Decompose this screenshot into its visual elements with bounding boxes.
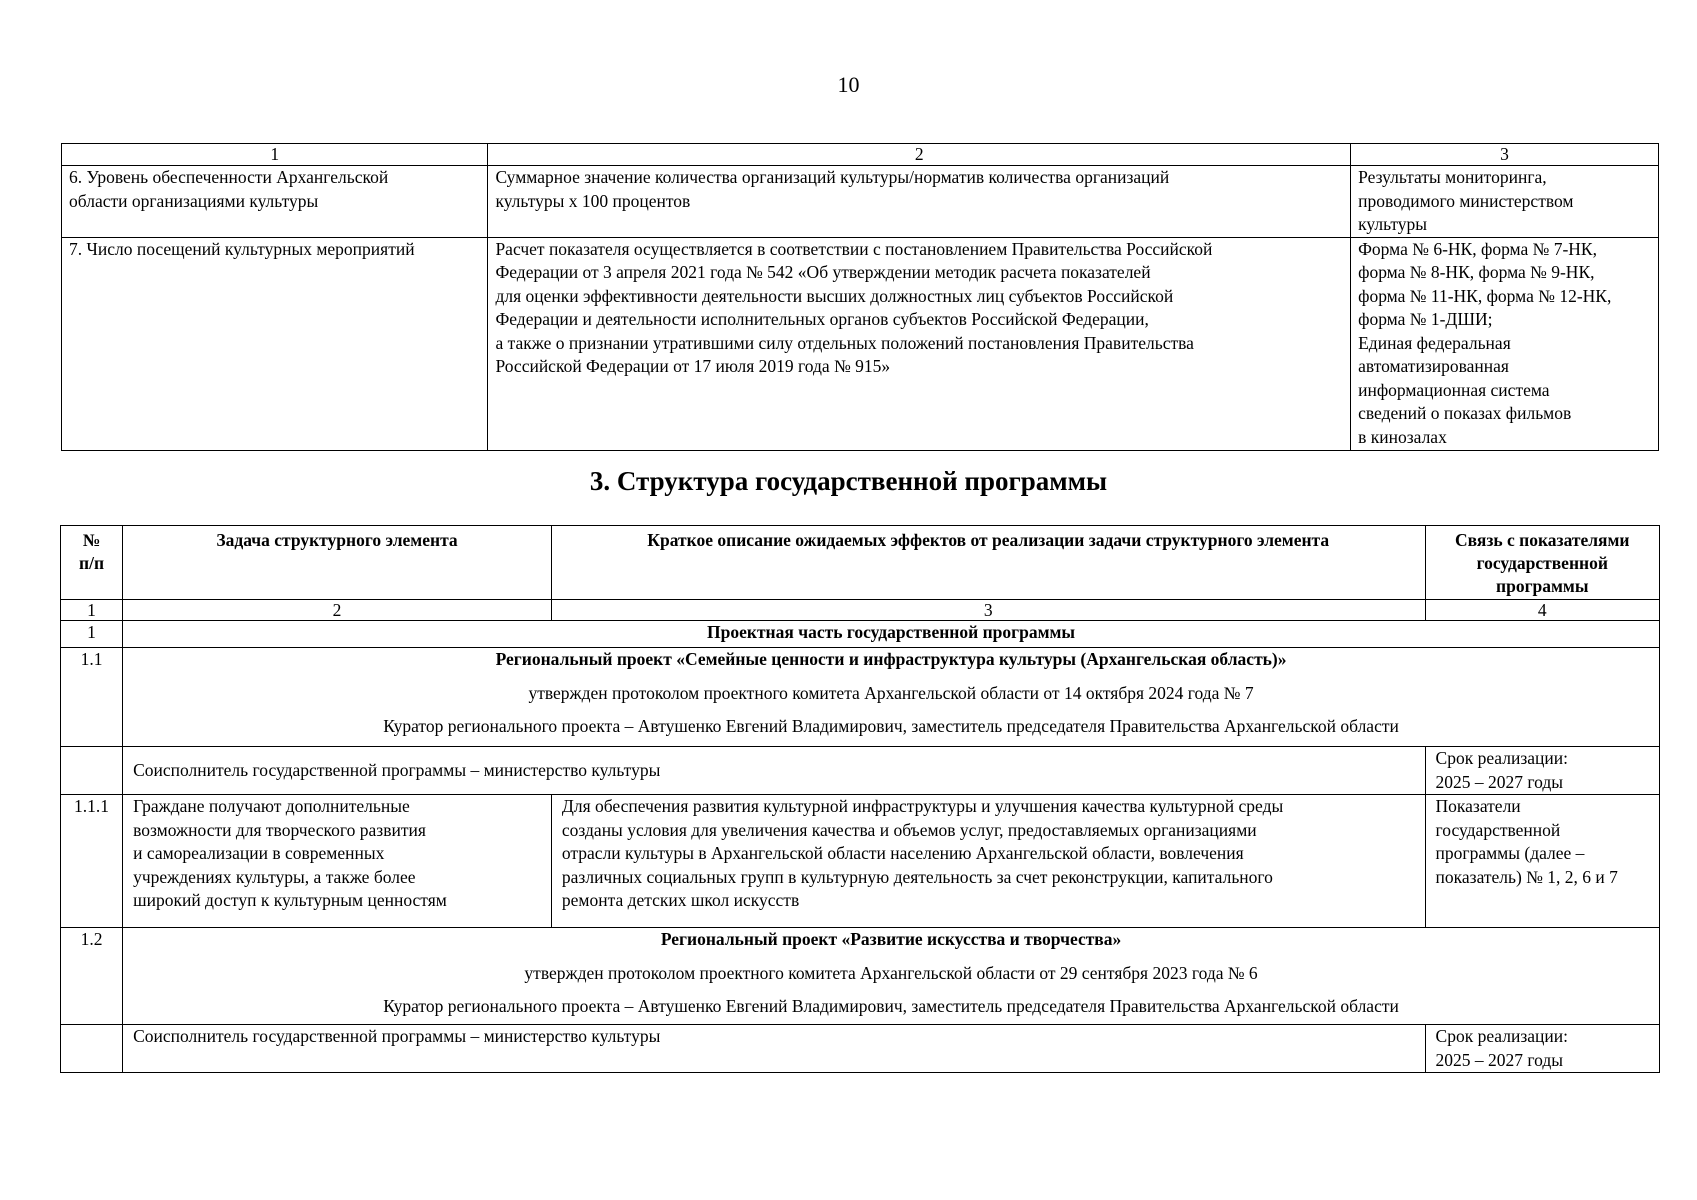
indicator-name: 6. Уровень обеспеченности Архангельской области организациями культуры bbox=[62, 166, 488, 238]
indicator-method: Суммарное значение количества организаций культуры/норматив количества организаций культуры х 100 процентов bbox=[488, 166, 1351, 238]
row-number: 1.1 bbox=[61, 648, 123, 747]
column-number: 1 bbox=[61, 600, 123, 621]
project-curator: Куратор регионального проекта – Автушенко Евгений Владимирович, заместитель председателя Правительства Архангельской области bbox=[383, 996, 1399, 1016]
project-approval: утвержден протоколом проектного комитета Архангельской области от 14 октября 2024 года № 7 bbox=[528, 682, 1254, 703]
project-title: Региональный проект «Семейные ценности и инфраструктура культуры (Архангельская область)» bbox=[495, 649, 1287, 669]
header-link: Связь с показателями государственной программы bbox=[1425, 526, 1659, 600]
project-curator: Куратор регионального проекта – Автушенко Евгений Владимирович, заместитель председателя Правительства Архангельской области bbox=[383, 716, 1399, 736]
header-effects: Краткое описание ожидаемых эффектов от реализации задачи структурного элемента bbox=[551, 526, 1425, 600]
coexecutor: Соисполнитель государственной программы – министерство культуры bbox=[123, 747, 1425, 795]
project-approval: утвержден протоколом проектного комитета Архангельской области от 29 сентября 2023 года № 6 bbox=[524, 962, 1258, 983]
part-title: Проектная часть государственной программы bbox=[123, 621, 1660, 648]
row-number: 1.2 bbox=[61, 928, 123, 1025]
row-number: 1.1.1 bbox=[61, 795, 123, 928]
indicator-method: Расчет показателя осуществляется в соответствии с постановлением Правительства Российской Федерации от 3 апреля 2021 года № 542 «Об утверждении методик расчета показателей для оценки эффективности деятельности высших должностных лиц субъектов Российской Федерации и деятельности исполнительных органов субъектов Российской Федерации, а также о признании утратившими силу отдельных положений постановления Правительства Российской Федерации от 17 июля 2019 года № 915» bbox=[488, 237, 1351, 450]
indicator-source: Результаты мониторинга, проводимого министерством культуры bbox=[1351, 166, 1659, 238]
table-row bbox=[61, 928, 1660, 1025]
project-title: Региональный проект «Развитие искусства и творчества» bbox=[660, 929, 1122, 949]
indicator-link: Показатели государственной программы (далее – показатель) № 1, 2, 6 и 7 bbox=[1425, 795, 1659, 928]
implementation-term: Срок реализации: 2025 – 2027 годы bbox=[1425, 1025, 1659, 1073]
table-row bbox=[61, 648, 1660, 747]
indicators-table bbox=[61, 143, 1659, 451]
table-row bbox=[62, 237, 1659, 450]
table-header-row bbox=[62, 144, 1659, 166]
row-number: 1 bbox=[61, 621, 123, 648]
table-row bbox=[61, 795, 1660, 928]
project-block bbox=[123, 648, 1660, 747]
indicator-source: Форма № 6-НК, форма № 7-НК, форма № 8-НК, форма № 9-НК, форма № 11-НК, форма № 12-НК, форма № 1-ДШИ; Единая федеральная автоматизированная информационная система сведений о показах фильмов в кинозалах bbox=[1351, 237, 1659, 450]
column-numbers-row bbox=[61, 600, 1660, 621]
coexecutor: Соисполнитель государственной программы – министерство культуры bbox=[123, 1025, 1425, 1073]
table-header-row bbox=[61, 526, 1660, 600]
task-description: Граждане получают дополнительные возможности для творческого развития и самореализации в современных учреждениях культуры, а также более широкий доступ к культурным ценностям bbox=[123, 795, 552, 928]
page-number: 10 bbox=[837, 72, 860, 97]
implementation-term: Срок реализации: 2025 – 2027 годы bbox=[1425, 747, 1659, 795]
table-row bbox=[61, 747, 1660, 795]
column-number: 1 bbox=[62, 144, 488, 166]
column-number: 4 bbox=[1425, 600, 1659, 621]
table-row bbox=[62, 166, 1659, 238]
structure-table bbox=[60, 525, 1660, 1073]
column-number: 2 bbox=[123, 600, 552, 621]
section-title: 3. Структура государственной программы bbox=[589, 466, 1108, 496]
indicator-name: 7. Число посещений культурных мероприятий bbox=[62, 237, 488, 450]
table-row bbox=[61, 1025, 1660, 1073]
column-number: 3 bbox=[1351, 144, 1659, 166]
expected-effects: Для обеспечения развития культурной инфраструктуры и улучшения качества культурной среды созданы условия для увеличения качества и объемов услуг, предоставляемых организациями отрасли культуры в Архангельской области населению Архангельской области, вовлечения различных социальных групп в культурную деятельность за счет реконструкции, капитального ремонта детских школ искусств bbox=[551, 795, 1425, 928]
column-number: 3 bbox=[551, 600, 1425, 621]
project-block bbox=[123, 928, 1660, 1025]
table-row bbox=[61, 621, 1660, 648]
column-number: 2 bbox=[488, 144, 1351, 166]
header-task: Задача структурного элемента bbox=[123, 526, 552, 600]
header-number: № п/п bbox=[61, 526, 123, 600]
